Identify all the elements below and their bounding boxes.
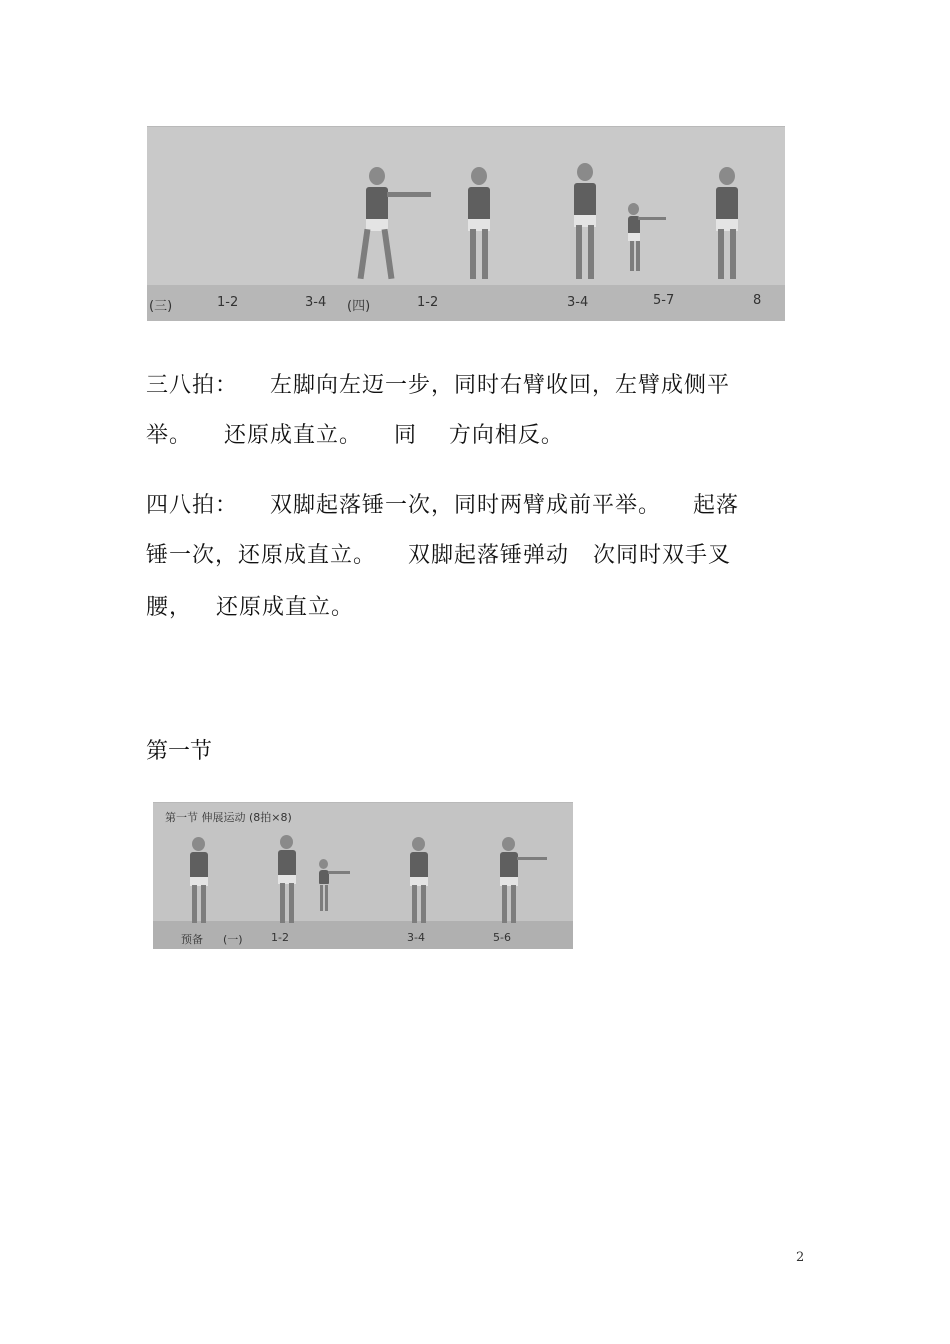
photo-caption: 5-6 — [493, 931, 511, 944]
photo-caption: 8 — [753, 293, 762, 308]
figure-person-small — [315, 859, 355, 915]
exercise-photo-2 — [153, 802, 573, 949]
figure-person-small — [622, 203, 672, 273]
photo-caption: (四) — [347, 299, 371, 314]
paragraph-line: 锤一次，还原成直立。 双脚起落锤弹动 次同时双手叉 — [146, 543, 731, 568]
figure-person — [565, 163, 605, 285]
photo-caption: 5-7 — [653, 293, 675, 308]
figure-person — [271, 835, 303, 927]
paragraph-line: 四八拍： 双脚起落锤一次，同时两臂成前平举。 起落 — [146, 493, 739, 518]
paragraph-line: 三八拍： 左脚向左迈一步，同时右臂收回，左臂成侧平 — [146, 373, 730, 398]
photo-caption: (三) — [149, 299, 173, 314]
page-number: 2 — [796, 1250, 805, 1265]
exercise-photo-1 — [147, 126, 785, 321]
paragraph-line: 腰， 还原成直立。 — [146, 595, 354, 620]
figure-person-arm-raise — [493, 837, 549, 927]
photo-caption: 1-2 — [217, 295, 239, 310]
figure-person — [459, 167, 499, 285]
photo-caption: 3-4 — [407, 931, 425, 944]
section-title: 第一节 — [146, 739, 213, 764]
photo-header: 第一节 伸展运动 (8拍×8) — [165, 811, 292, 824]
figure-person — [707, 167, 747, 285]
photo-caption: 1-2 — [417, 295, 439, 310]
paragraph-line: 举。 还原成直立。 同 方向相反。 — [146, 423, 564, 448]
photo-caption: 1-2 — [271, 931, 289, 944]
figure-person — [183, 837, 215, 927]
photo-caption: (一) — [223, 933, 243, 946]
photo-caption: 3-4 — [567, 295, 589, 310]
photo-caption: 预备 — [181, 933, 203, 946]
figure-person — [403, 837, 435, 927]
photo-caption: 3-4 — [305, 295, 327, 310]
figure-person — [357, 167, 427, 285]
